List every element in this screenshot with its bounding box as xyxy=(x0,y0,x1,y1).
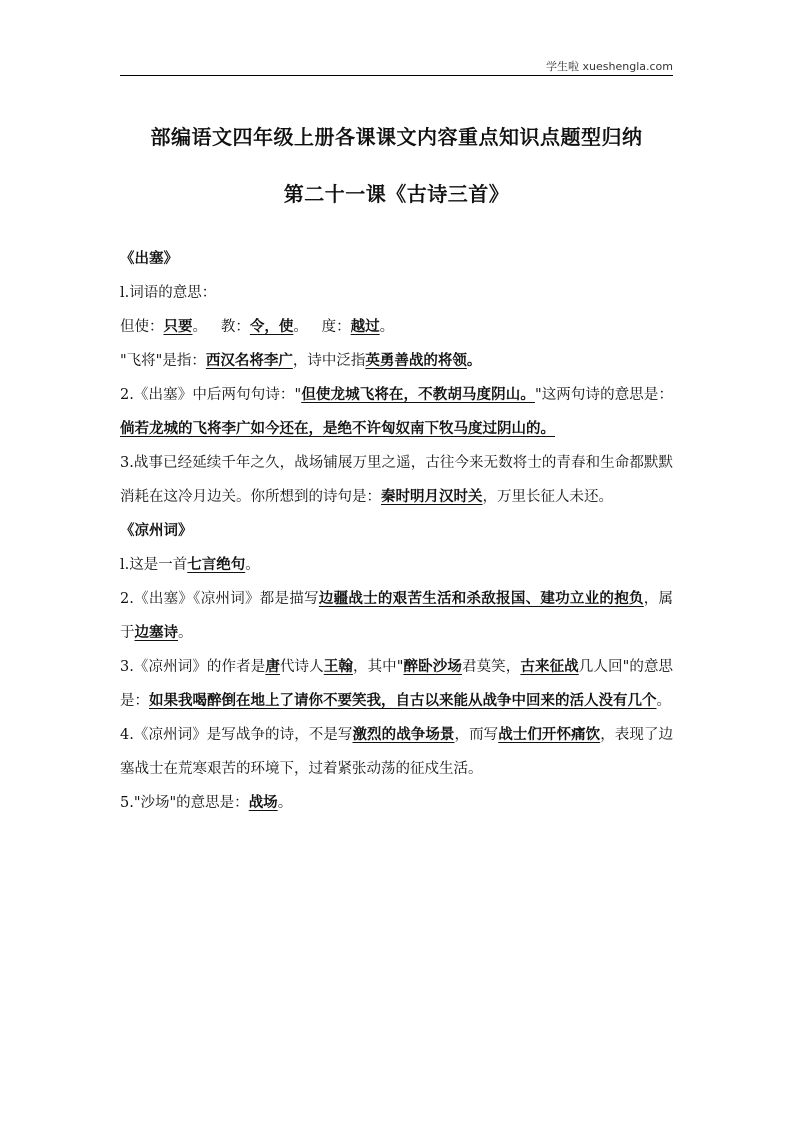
text: 。 xyxy=(656,693,671,709)
answer: 越过 xyxy=(350,319,380,335)
text: 。 xyxy=(466,353,482,369)
header-divider xyxy=(120,75,673,76)
text: "飞将"是指： xyxy=(120,353,206,369)
answer: 英勇善战的将领 xyxy=(365,353,467,369)
poem1-q1-intro: l.词语的意思： xyxy=(120,285,217,301)
text: 。 xyxy=(192,319,207,335)
text: 几人回"的意思是： xyxy=(120,659,674,709)
poem1-feijiang xyxy=(120,344,673,378)
text: 教： xyxy=(220,319,250,335)
poem1-q3 xyxy=(120,446,673,514)
answer: 唐 xyxy=(265,659,280,675)
poem2-q4 xyxy=(120,718,673,786)
text: 。 xyxy=(379,319,395,335)
text: ，属于 xyxy=(120,591,674,641)
answer: 古来征战 xyxy=(520,659,579,675)
answer: 令，使 xyxy=(249,319,294,335)
document-body xyxy=(120,242,673,820)
answer: 醉卧沙场 xyxy=(403,659,462,675)
answer: 边塞诗 xyxy=(134,625,178,641)
text: 。 xyxy=(245,557,260,573)
answer: 王翰 xyxy=(323,659,353,675)
text: 3.战事已经延续千年之久，战场铺展万里之遥，古往今来无数将士的青春和生命都默默消耗在这冷月边关。你所想到的诗句是： xyxy=(120,455,673,505)
text: 。 xyxy=(293,319,308,335)
answer: 七言绝句 xyxy=(187,557,246,573)
answer: 激烈的战争场景 xyxy=(352,727,455,743)
text: ，而写 xyxy=(454,727,499,743)
poem2-heading: 《凉州词》 xyxy=(120,523,193,539)
answer: 只要 xyxy=(163,319,193,335)
text: ，万里长征人未还。 xyxy=(482,489,613,505)
text: ，诗中泛指 xyxy=(292,353,366,369)
poem1-q2 xyxy=(120,378,673,446)
answer: 战场 xyxy=(248,795,278,811)
text: 代诗人 xyxy=(279,659,324,675)
answer: 但使龙城飞将在，不教胡马度阴山。 xyxy=(301,387,535,403)
text: 4.《凉州词》是写战争的诗，不是写 xyxy=(120,727,353,743)
text: 但使： xyxy=(120,319,164,335)
answer: 边疆战士的艰苦生活和杀敌报国、建功立业的抱负 xyxy=(318,591,644,607)
text: 。 xyxy=(277,795,293,811)
poem2-q1 xyxy=(120,548,673,582)
answer: 如果我喝醉倒在地上了请你不要笑我，自古以来能从战争中回来的活人没有几个 xyxy=(149,693,657,709)
poem1-word-meanings xyxy=(120,310,673,344)
answer: 战士们开怀痛饮 xyxy=(498,727,601,743)
answer: 秦时明月汉时关 xyxy=(381,489,483,505)
text: 5."沙场"的意思是： xyxy=(120,795,249,811)
answer: 西汉名将李广 xyxy=(205,353,293,369)
text: 3.《凉州词》的作者是 xyxy=(120,659,266,675)
header-site: 学生啦 xueshengla.com xyxy=(546,60,673,73)
text: ，其中" xyxy=(352,659,404,675)
page-title: 部编语文四年级上册各课课文内容重点知识点题型归纳 xyxy=(150,125,643,149)
text: 度： xyxy=(321,319,351,335)
text: 。 xyxy=(178,625,193,641)
lesson-title: 第二十一课《古诗三首》 xyxy=(283,182,510,206)
text: ，表现了边塞战士在荒寒艰苦的环境下，过着紧张动荡的征戍生活。 xyxy=(120,727,674,777)
poem1-heading: 《出塞》 xyxy=(120,251,178,267)
text: 2.《出塞》中后两句句诗：" xyxy=(120,387,302,403)
text: l.这是一首 xyxy=(120,557,188,573)
poem2-q3 xyxy=(120,650,673,718)
poem2-q2 xyxy=(120,582,673,650)
poem2-q5 xyxy=(120,786,673,820)
answer: 倘若龙城的飞将李广如今还在，是绝不许匈奴南下牧马度过阴山的。 xyxy=(120,421,555,437)
text: 君莫笑， xyxy=(461,659,521,675)
text: 2.《出塞》《凉州词》都是描写 xyxy=(120,591,319,607)
text: "这两句诗的意思是： xyxy=(534,387,674,403)
